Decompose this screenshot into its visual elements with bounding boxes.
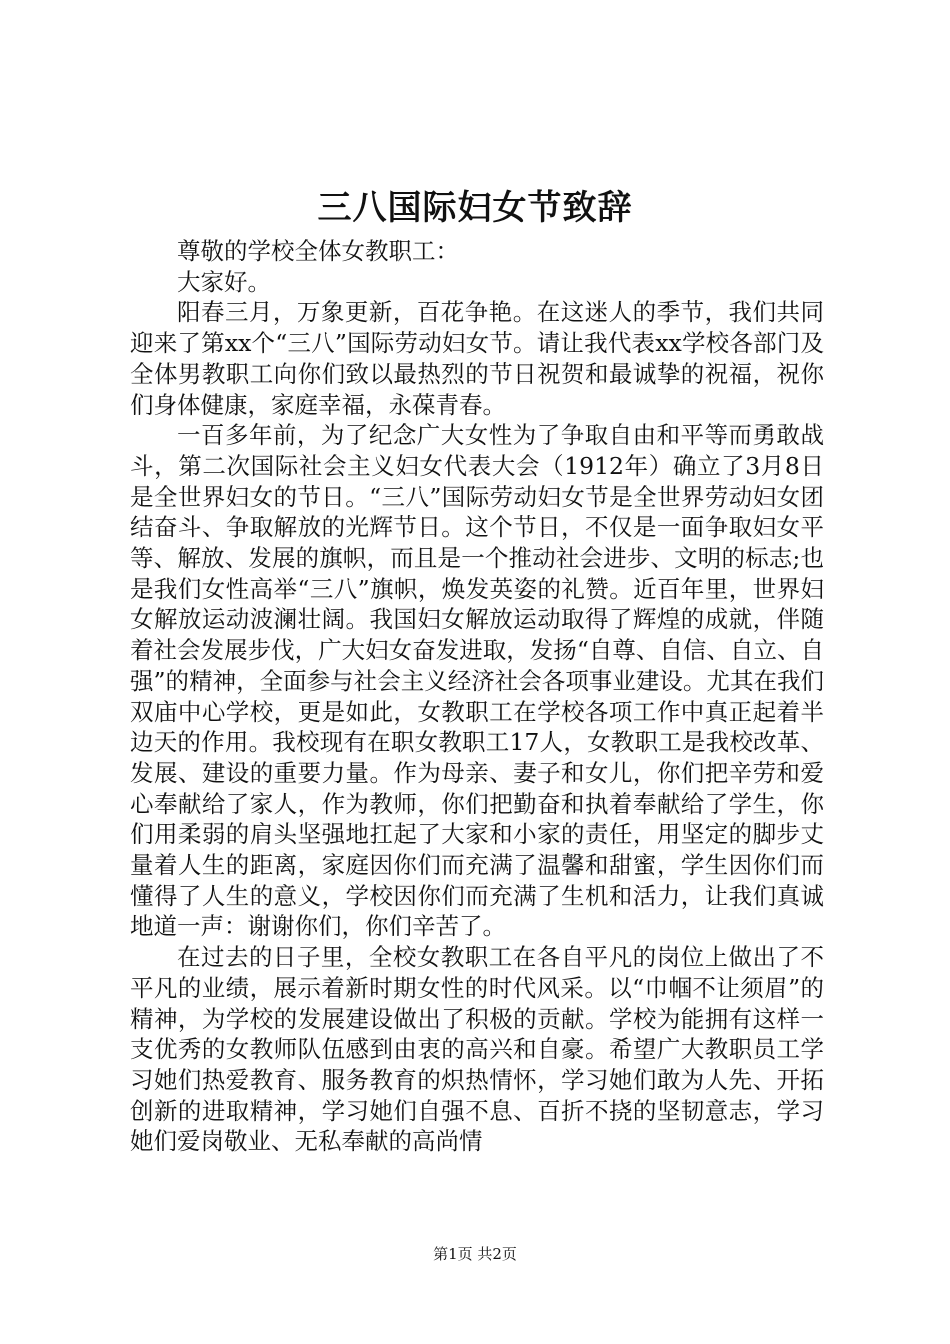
paragraph-3: 在过去的日子里，全校女教职工在各自平凡的岗位上做出了不平凡的业绩，展示着新时期女性的时代风采。以“巾帼不让须眉”的精神，为学校的发展建设做出了积极的贡献。学校为能拥有这样一支优秀的女教师队伍感到由衷的高兴和自豪。希望广大教职员工学习她们热爱教育、服务教育的炽热情怀，学习她们敢为人先、开拓创新的进取精神，学习她们自强不息、百折不挠的坚韧意志，学习她们爱岗敬业、无私奉献的高尚情 xyxy=(130,943,824,1156)
document-body xyxy=(130,236,824,1157)
document-title: 三八国际妇女节致辞 xyxy=(317,188,633,228)
paragraph-2: 一百多年前，为了纪念广大女性为了争取自由和平等而勇敢战斗，第二次国际社会主义妇女代表大会（1912年）确立了3月8日是全世界妇女的节日。“三八”国际劳动妇女节是全世界劳动妇女团结奋斗、争取解放的光辉节日。这个节日，不仅是一面争取妇女平等、解放、发展的旗帜，而且是一个推动社会进步、文明的标志;也是我们女性高举“三八”旗帜，焕发英姿的礼赞。近百年里，世界妇女解放运动波澜壮阔。我国妇女解放运动取得了辉煌的成就，伴随着社会发展步伐，广大妇女奋发进取，发扬“自尊、自信、自立、自强”的精神，全面参与社会主义经济社会各项事业建设。尤其在我们双庙中心学校，更是如此，女教职工在学校各项工作中真正起着半边天的作用。我校现有在职女教职工17人，女教职工是我校改革、发展、建设的重要力量。作为母亲、妻子和女儿，你们把辛劳和爱心奉献给了家人，作为教师，你们把勤奋和执着奉献给了学生，你们用柔弱的肩头坚强地扛起了大家和小家的责任，用坚定的脚步丈量着人生的距离，家庭因你们而充满了温馨和甜蜜，学生因你们而懂得了人生的意义，学校因你们而充满了生机和活力，让我们真诚地道一声：谢谢你们，你们辛苦了。 xyxy=(130,421,824,941)
salutation: 尊敬的学校全体女教职工： xyxy=(177,237,459,265)
greeting: 大家好。 xyxy=(177,267,271,296)
paragraph-1: 阳春三月，万象更新，百花争艳。在这迷人的季节，我们共同迎来了第xx个“三八”国际劳动妇女节。请让我代表xx学校各部门及全体男教职工向你们致以最热烈的节日祝贺和最诚挚的祝福，祝你们身体健康，家庭幸福，永葆青春。 xyxy=(130,298,824,419)
page-number-footer: 第1页 共2页 xyxy=(433,1245,517,1263)
